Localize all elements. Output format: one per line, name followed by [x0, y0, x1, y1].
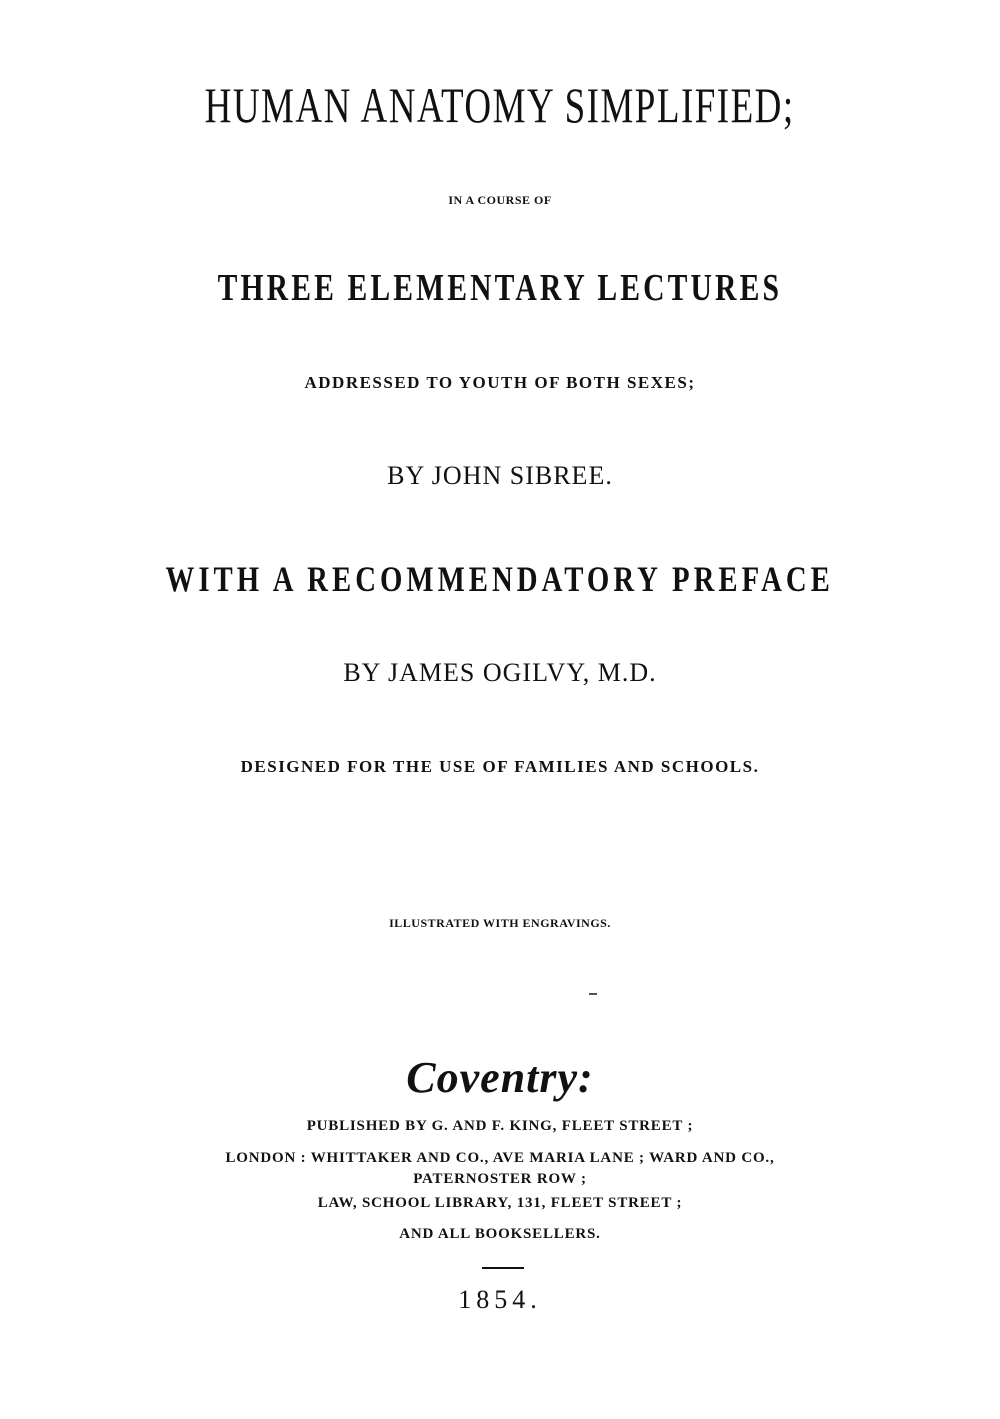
- preface-author-line: BY JAMES OGILVY, M.D.: [343, 658, 657, 687]
- divider-rule: [482, 1267, 524, 1269]
- author-line: BY JOHN SIBREE.: [387, 461, 613, 490]
- publisher-line: PATERNOSTER ROW ;: [413, 1171, 587, 1187]
- publisher-line: AND ALL BOOKSELLERS.: [399, 1226, 601, 1242]
- publisher-line: LAW, SCHOOL LIBRARY, 131, FLEET STREET ;: [317, 1195, 683, 1211]
- addressed-line: ADDRESSED TO YOUTH OF BOTH SEXES;: [304, 373, 696, 392]
- illustrated-line: ILLUSTRATED WITH ENGRAVINGS.: [389, 916, 611, 930]
- stray-mark: [589, 993, 597, 995]
- course-line: IN A COURSE OF: [448, 193, 552, 207]
- publisher-line: PUBLISHED BY G. AND F. KING, FLEET STREET ;: [306, 1118, 694, 1134]
- book-title: [0, 76, 1000, 134]
- lectures-line: [0, 266, 1000, 310]
- publication-year: 1854.: [458, 1285, 542, 1314]
- lectures-line-text: THREE ELEMENTARY LECTURES: [217, 267, 783, 309]
- publisher-line: LONDON : WHITTAKER AND CO., AVE MARIA LANE ; WARD AND CO.,: [225, 1150, 775, 1166]
- preface-line-text: WITH A RECOMMENDATORY PREFACE: [165, 559, 835, 599]
- imprint-place: Coventry:: [406, 1053, 594, 1102]
- designed-line: DESIGNED FOR THE USE OF FAMILIES AND SCHOOLS.: [240, 757, 760, 776]
- preface-line: [0, 558, 1000, 600]
- book-title-text: HUMAN ANATOMY SIMPLIFIED;: [204, 77, 795, 133]
